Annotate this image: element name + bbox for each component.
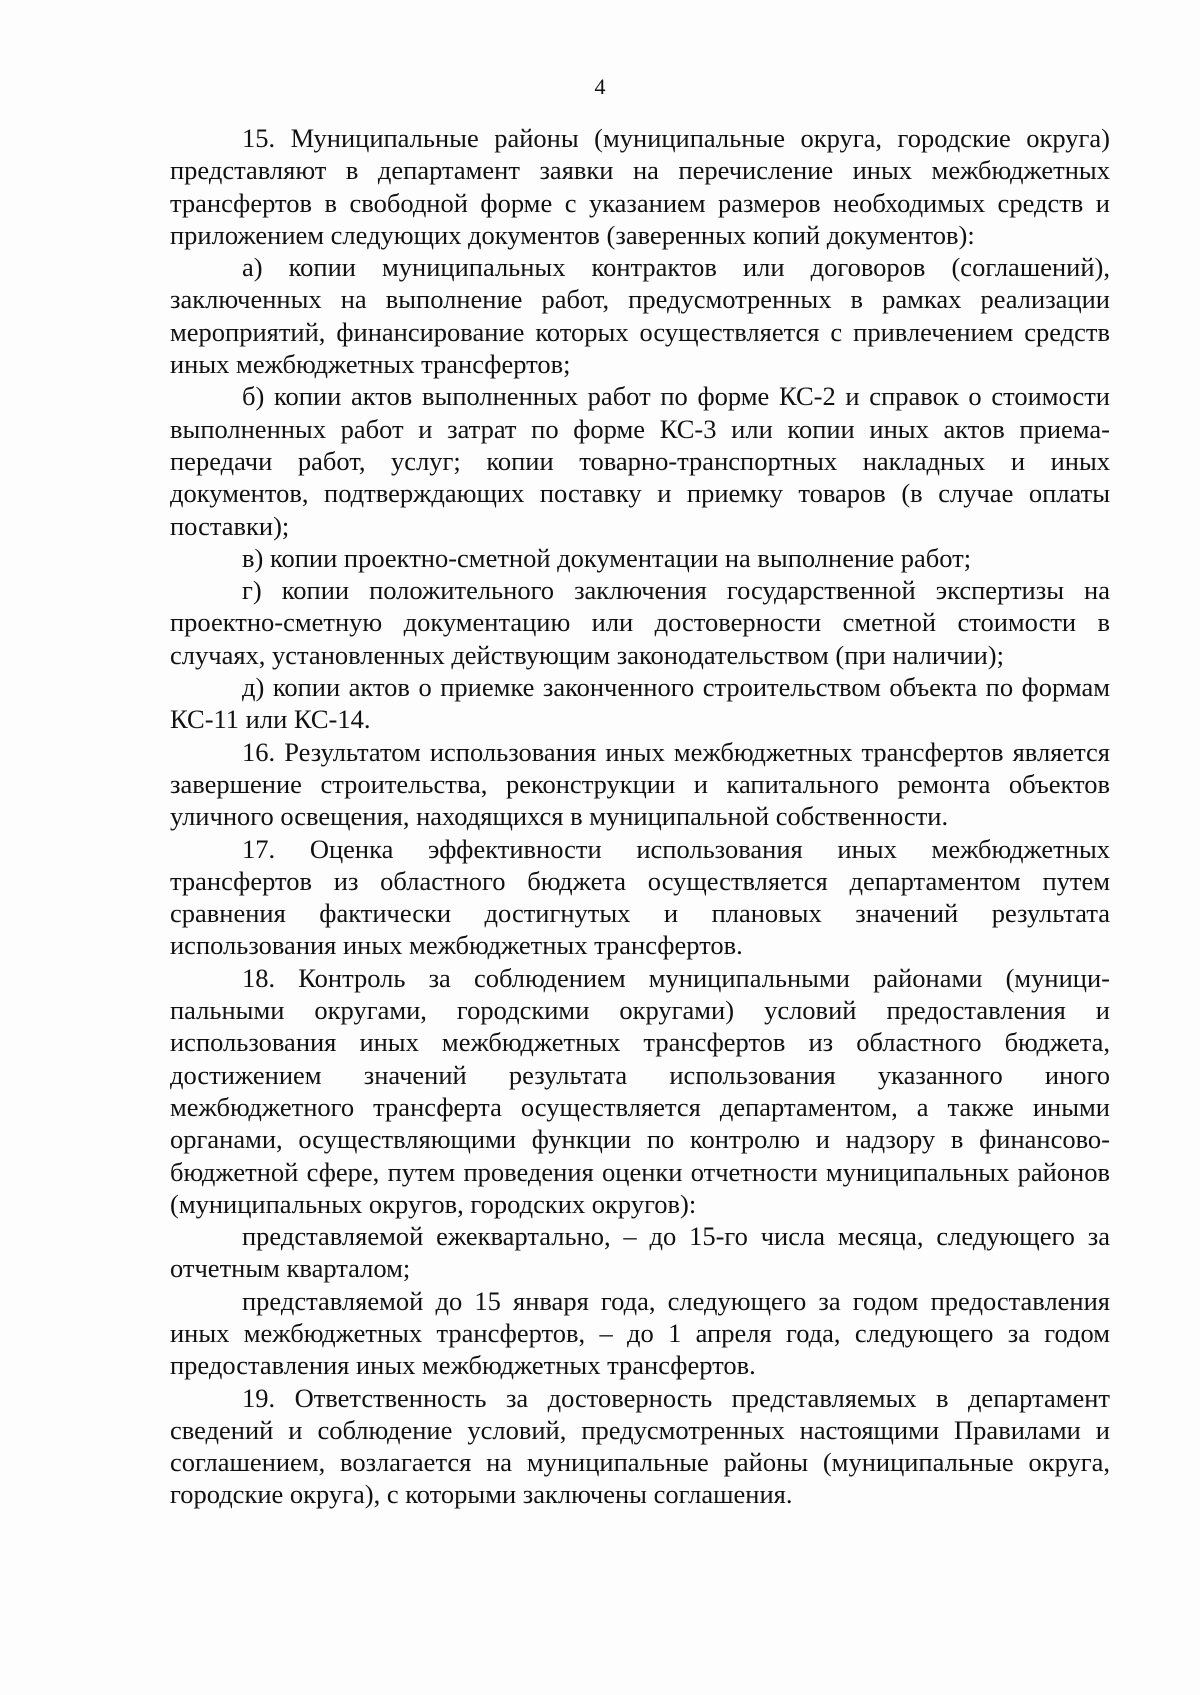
reporting-annual-item: представляемой до 15 января года, следующего за годом предоставления иных межбюджетных трансфертов, – до 1 апреля года, следующего за годом предоставления иных межбюджетных трансфертов.	[170, 1285, 1110, 1381]
paragraph-17: 17. Оценка эффективности использования иных межбюджетных трансфертов из областного бюджета осуществляется департаментом путем сравнения фактически достигнутых и плановых значений результата использования иных межбюджетных трансфертов.	[170, 833, 1110, 961]
paragraph-18: 18. Контроль за соблюдением муниципальными районами (муниципальными округами, городскими округами) условий предоставления и использования иных межбюджетных трансфертов из областного бюджета, достижением значений результата использования указанного иного межбюджетного трансферта осуществляется департаментом, а также иными органами, осуществляющими функции по контролю и надзору в финансово-бюджетной сфере, путем проведения оценки отчетности муниципальных районов (муниципальных округов, городских округов):	[170, 962, 1110, 1219]
list-item-a: а) копии муниципальных контрактов или договоров (соглашений), заключенных на выполнение работ, предусмотренных в рамках реализации мероприятий, финансирование которых осуществляется с привлечением средств иных межбюджетных трансфертов;	[170, 252, 1110, 380]
reporting-quarterly-item: представляемой ежеквартально, – до 15-го числа месяца, следующего за отчетным кварталом;	[170, 1221, 1110, 1284]
document-body	[170, 122, 1110, 1511]
list-item-d: д) копии актов о приемке законченного строительством объекта по формам КС-11 или КС-14.	[170, 672, 1110, 735]
list-item-b: б) копии актов выполненных работ по форме КС-2 и справок о стоимости выполненных работ и затрат по форме КС-3 или копии иных актов приема-передачи работ, услуг; копии товарно-транспортных накладных и иных документов, подтверждающих поставку и приемку товаров (в случае оплаты поставки);	[170, 381, 1110, 541]
list-item-v: в) копии проектно-сметной документации на выполнение работ;	[242, 542, 972, 573]
page-number: 4	[594, 74, 606, 99]
paragraph-19: 19. Ответственность за достоверность представляемых в департамент сведений и соблюдение условий, предусмотренных настоящими Правилами и соглашением, возлагается на муниципальные районы (муниципальные округа, городские округа), с которыми заключены соглашения.	[170, 1382, 1110, 1510]
paragraph-16: 16. Результатом использования иных межбюджетных трансфертов является завершение строительства, реконструкции и капитального ремонта объектов уличного освещения, находящихся в муниципальной собственности.	[170, 736, 1110, 832]
list-item-g: г) копии положительного заключения государственной экспертизы на проектно-сметную документацию или достоверности сметной стоимости в случаях, установленных действующим законодательством (при наличии);	[170, 575, 1110, 670]
paragraph-15: 15. Муниципальные районы (муниципальные округа, городские округа) представляют в департамент заявки на перечисление иных межбюджетных трансфертов в свободной форме с указанием размеров необходимых средств и приложением следующих документов (заверенных копий документов):	[170, 123, 1110, 250]
